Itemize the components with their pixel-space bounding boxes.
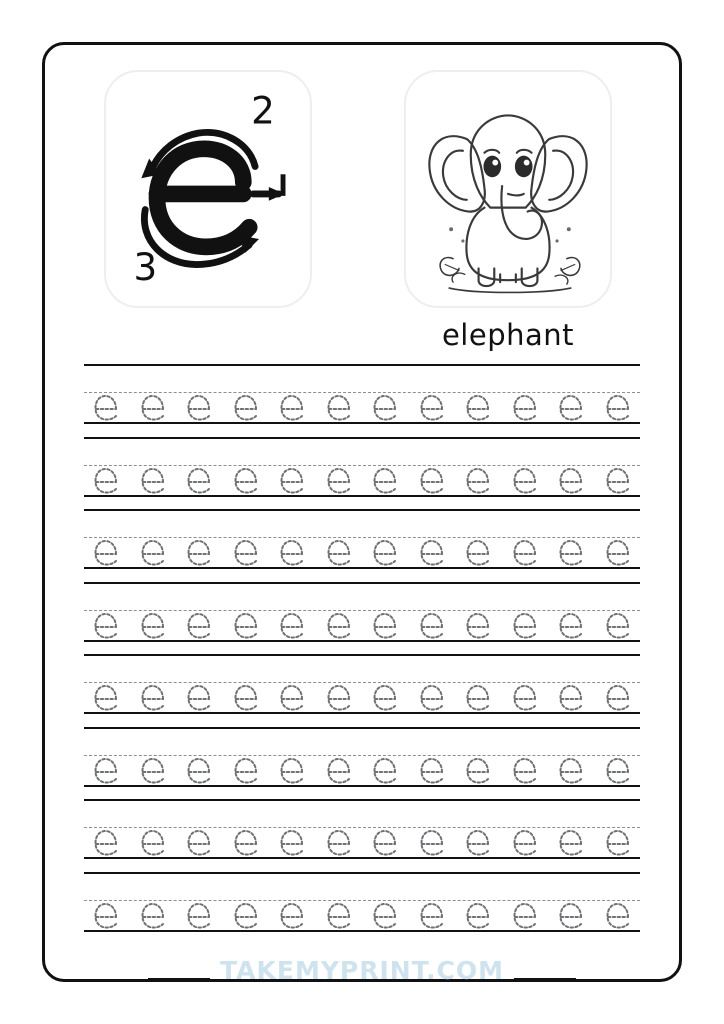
tracing-lines-area: [84, 364, 640, 944]
tracing-glyph: [185, 462, 213, 496]
tracing-glyph: [418, 534, 446, 568]
baseline-top: [84, 509, 640, 511]
tracing-glyph: [92, 534, 120, 568]
stroke-number-3: 3: [133, 245, 158, 290]
tracing-glyph: [418, 462, 446, 496]
tracing-glyph: [511, 607, 539, 641]
tracing-glyph: [139, 462, 167, 496]
tracing-glyph-row: [84, 389, 640, 425]
tracing-glyph: [278, 607, 306, 641]
tracing-glyph-row: [84, 897, 640, 933]
tracing-glyph: [92, 679, 120, 713]
tracing-glyph: [464, 534, 492, 568]
tracing-glyph: [185, 897, 213, 931]
tracing-glyph: [278, 679, 306, 713]
baseline-top: [84, 364, 640, 366]
elephant-illustration: [406, 72, 610, 306]
tracing-glyph: [325, 607, 353, 641]
tracing-glyph: [278, 534, 306, 568]
picture-card-elephant: [404, 70, 612, 308]
tracing-glyph: [232, 534, 260, 568]
tracing-glyph: [557, 679, 585, 713]
tracing-glyph: [418, 897, 446, 931]
tracing-glyph: [557, 897, 585, 931]
tracing-glyph: [418, 752, 446, 786]
tracing-glyph: [325, 462, 353, 496]
tracing-glyph: [92, 752, 120, 786]
tracing-glyph: [185, 824, 213, 858]
tracing-glyph: [511, 897, 539, 931]
letter-e-stroke-diagram: [106, 72, 310, 306]
tracing-glyph: [557, 752, 585, 786]
tracing-glyph: [92, 824, 120, 858]
tracing-glyph: [464, 824, 492, 858]
tracing-glyph: [371, 462, 399, 496]
tracing-glyph: [185, 679, 213, 713]
tracing-row: [84, 582, 640, 655]
tracing-glyph: [464, 462, 492, 496]
tracing-glyph: [464, 679, 492, 713]
tracing-row: [84, 437, 640, 510]
tracing-glyph-row: [84, 534, 640, 570]
tracing-glyph: [92, 897, 120, 931]
tracing-glyph: [464, 897, 492, 931]
tracing-glyph: [92, 607, 120, 641]
tracing-glyph: [604, 824, 632, 858]
tracing-glyph: [139, 389, 167, 423]
tracing-glyph: [278, 824, 306, 858]
word-label: elephant: [441, 318, 575, 352]
tracing-glyph: [185, 389, 213, 423]
stroke-number-2: 2: [251, 88, 275, 133]
tracing-glyph: [604, 389, 632, 423]
tracing-glyph: [418, 679, 446, 713]
tracing-glyph: [557, 389, 585, 423]
tracing-glyph: [371, 607, 399, 641]
baseline-top: [84, 582, 640, 584]
tracing-glyph: [278, 389, 306, 423]
tracing-glyph: [511, 462, 539, 496]
tracing-glyph-row: [84, 752, 640, 788]
tracing-glyph: [325, 752, 353, 786]
tracing-glyph: [511, 752, 539, 786]
tracing-glyph: [325, 679, 353, 713]
tracing-glyph: [232, 389, 260, 423]
tracing-glyph: [278, 462, 306, 496]
tracing-row: [84, 509, 640, 582]
tracing-glyph: [232, 824, 260, 858]
baseline-top: [84, 799, 640, 801]
brand-watermark: TAKEMYPRINT.COM: [220, 956, 504, 985]
tracing-glyph: [325, 824, 353, 858]
tracing-glyph: [464, 389, 492, 423]
tracing-glyph: [371, 679, 399, 713]
tracing-glyph: [278, 897, 306, 931]
footer-rule-right: [514, 978, 576, 981]
tracing-glyph: [139, 534, 167, 568]
tracing-glyph: [232, 897, 260, 931]
tracing-glyph: [511, 824, 539, 858]
tracing-glyph: [604, 607, 632, 641]
tracing-glyph: [604, 897, 632, 931]
letter-stroke-card: [104, 70, 312, 308]
tracing-glyph-row: [84, 824, 640, 860]
tracing-glyph: [604, 679, 632, 713]
tracing-glyph: [557, 607, 585, 641]
tracing-glyph: [139, 679, 167, 713]
tracing-glyph-row: [84, 607, 640, 643]
footer: [0, 956, 724, 985]
tracing-glyph: [232, 607, 260, 641]
tracing-glyph: [185, 534, 213, 568]
tracing-glyph: [464, 752, 492, 786]
tracing-glyph: [371, 534, 399, 568]
baseline-top: [84, 437, 640, 439]
tracing-glyph: [371, 389, 399, 423]
tracing-glyph: [139, 752, 167, 786]
tracing-row: [84, 727, 640, 800]
tracing-glyph: [418, 824, 446, 858]
footer-rule-left: [148, 978, 210, 981]
tracing-glyph: [604, 534, 632, 568]
tracing-glyph: [464, 607, 492, 641]
tracing-glyph: [557, 534, 585, 568]
tracing-glyph: [139, 824, 167, 858]
tracing-glyph: [418, 389, 446, 423]
tracing-glyph: [185, 607, 213, 641]
tracing-glyph: [511, 389, 539, 423]
tracing-glyph: [604, 462, 632, 496]
tracing-glyph: [139, 897, 167, 931]
tracing-glyph: [278, 752, 306, 786]
tracing-glyph: [325, 897, 353, 931]
tracing-glyph: [511, 679, 539, 713]
tracing-glyph: [232, 679, 260, 713]
tracing-glyph-row: [84, 679, 640, 715]
tracing-glyph: [371, 897, 399, 931]
tracing-row: [84, 364, 640, 437]
tracing-row: [84, 654, 640, 727]
tracing-glyph-row: [84, 462, 640, 498]
tracing-glyph: [511, 534, 539, 568]
tracing-glyph: [418, 607, 446, 641]
baseline-top: [84, 654, 640, 656]
baseline-top: [84, 872, 640, 874]
tracing-glyph: [92, 462, 120, 496]
tracing-glyph: [185, 752, 213, 786]
tracing-glyph: [557, 824, 585, 858]
tracing-glyph: [232, 462, 260, 496]
baseline-top: [84, 727, 640, 729]
tracing-glyph: [92, 389, 120, 423]
tracing-glyph: [232, 752, 260, 786]
tracing-glyph: [139, 607, 167, 641]
tracing-glyph: [371, 752, 399, 786]
tracing-glyph: [557, 462, 585, 496]
tracing-glyph: [604, 752, 632, 786]
tracing-glyph: [325, 389, 353, 423]
tracing-glyph: [325, 534, 353, 568]
tracing-row: [84, 872, 640, 945]
tracing-glyph: [371, 824, 399, 858]
tracing-row: [84, 799, 640, 872]
